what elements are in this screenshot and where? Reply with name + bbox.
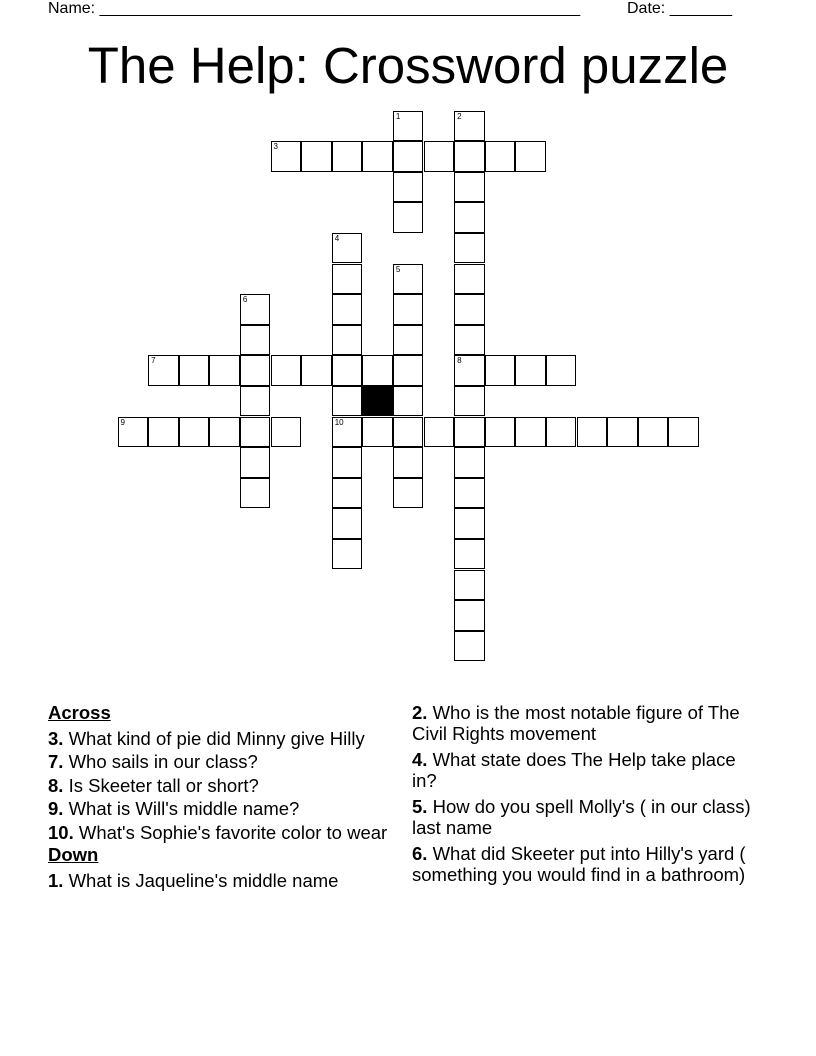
crossword-cell[interactable] — [179, 417, 210, 448]
page-title: The Help: Crossword puzzle — [87, 37, 729, 94]
crossword-cell[interactable] — [607, 417, 638, 448]
crossword-cell[interactable] — [393, 141, 424, 172]
name-field-label: Name: ______________________________________________________ — [48, 0, 581, 17]
clue-number-label: 3 — [273, 142, 278, 152]
crossword-cell[interactable] — [362, 355, 393, 386]
crossword-cell[interactable] — [179, 355, 210, 386]
crossword-cell[interactable] — [240, 417, 271, 448]
crossword-cell[interactable] — [393, 111, 424, 142]
crossword-cell[interactable] — [271, 355, 302, 386]
clue-across-9: 9. What is Will's middle name? — [48, 798, 300, 819]
crossword-cell[interactable] — [546, 355, 577, 386]
crossword-cell[interactable] — [454, 233, 485, 264]
crossword-cell[interactable] — [393, 172, 424, 203]
crossword-cell[interactable] — [332, 539, 363, 570]
clue-number-label: 10 — [334, 417, 344, 427]
clue-number-label: 1 — [395, 111, 401, 121]
clues-right-column — [412, 703, 762, 888]
crossword-cell[interactable] — [515, 141, 546, 172]
crossword-cell[interactable] — [393, 386, 424, 417]
crossword-cell[interactable] — [454, 294, 485, 325]
crossword-cell[interactable] — [454, 417, 485, 448]
crossword-cell[interactable] — [393, 478, 424, 509]
clue-down-1: 1. What is Jaqueline's middle name — [48, 869, 339, 891]
clue-across-10: 10. What's Sophie's favorite color to wear — [48, 821, 388, 843]
crossword-cell[interactable] — [638, 417, 669, 448]
crossword-cell[interactable] — [240, 386, 271, 417]
crossword-cell[interactable] — [332, 447, 363, 478]
crossword-cell[interactable] — [362, 417, 393, 448]
crossword-cell[interactable] — [332, 508, 363, 539]
crossword-cell[interactable] — [332, 264, 363, 295]
crossword-cell[interactable] — [332, 141, 363, 172]
crossword-cell[interactable] — [454, 600, 485, 631]
crossword-cell[interactable] — [454, 570, 485, 601]
crossword-cell[interactable] — [668, 417, 699, 448]
crossword-cell[interactable] — [271, 141, 302, 172]
crossword-cell[interactable] — [454, 141, 485, 172]
crossword-cell[interactable] — [424, 141, 455, 172]
crossword-cell[interactable] — [454, 447, 485, 478]
clue-down-6: 6. What did Skeeter put into Hilly's yard ( something you would find in a bathroom) — [412, 843, 746, 885]
crossword-cell[interactable] — [577, 417, 608, 448]
crossword-cell[interactable] — [393, 325, 424, 356]
crossword-cell[interactable] — [515, 355, 546, 386]
crossword-cell[interactable] — [454, 202, 485, 233]
crossword-cell[interactable] — [332, 417, 363, 448]
crossword-cell[interactable] — [332, 355, 363, 386]
crossword-cell[interactable] — [240, 294, 271, 325]
clue-number-label: 9 — [120, 417, 125, 427]
crossword-cell[interactable] — [393, 355, 424, 386]
clue-across-3: 3. What kind of pie did Minny give Hilly — [48, 727, 365, 749]
down-heading: Down — [48, 844, 99, 865]
crossword-cell[interactable] — [148, 355, 179, 386]
crossword-cell[interactable] — [546, 417, 577, 448]
crossword-cell[interactable] — [148, 417, 179, 448]
date-field-label: Date: _______ — [627, 0, 732, 17]
crossword-cell[interactable] — [362, 141, 393, 172]
crossword-cell[interactable] — [393, 294, 424, 325]
crossword-cell[interactable] — [240, 355, 271, 386]
crossword-cell[interactable] — [454, 172, 485, 203]
crossword-cell[interactable] — [485, 417, 516, 448]
crossword-cell[interactable] — [271, 417, 302, 448]
crossword-cell[interactable] — [515, 417, 546, 448]
crossword-cell[interactable] — [454, 386, 485, 417]
clue-across-8: 8. Is Skeeter tall or short? — [48, 774, 259, 796]
clue-number-label: 6 — [242, 295, 248, 305]
crossword-cell[interactable] — [332, 478, 363, 509]
clue-number-label: 7 — [151, 356, 156, 366]
clue-down-2: 2. Who is the most notable figure of The Civil Rights movement — [412, 702, 740, 744]
crossword-cell[interactable] — [454, 264, 485, 295]
clues-left-column — [48, 703, 393, 894]
crossword-cell[interactable] — [393, 264, 424, 295]
crossword-cell[interactable] — [485, 141, 516, 172]
crossword-cell[interactable] — [424, 417, 455, 448]
crossword-cell[interactable] — [454, 539, 485, 570]
crossword-cell[interactable] — [332, 294, 363, 325]
crossword-cell[interactable] — [240, 325, 271, 356]
crossword-cell[interactable] — [454, 111, 485, 142]
crossword-cell[interactable] — [118, 417, 149, 448]
crossword-cell[interactable] — [332, 386, 363, 417]
crossword-cell[interactable] — [301, 355, 332, 386]
crossword-cell[interactable] — [240, 478, 271, 509]
clue-number-label: 8 — [457, 356, 462, 366]
crossword-cell[interactable] — [485, 355, 516, 386]
crossword-cell[interactable] — [454, 355, 485, 386]
crossword-cell[interactable] — [393, 447, 424, 478]
crossword-cell[interactable] — [454, 325, 485, 356]
clue-number-label: 4 — [334, 233, 340, 243]
crossword-cell[interactable] — [454, 631, 485, 662]
crossword-cell[interactable] — [332, 325, 363, 356]
crossword-cell[interactable] — [301, 141, 332, 172]
crossword-cell[interactable] — [393, 202, 424, 233]
black-square — [362, 386, 393, 417]
crossword-cell[interactable] — [240, 447, 271, 478]
clue-across-7: 7. Who sails in our class? — [48, 751, 258, 772]
crossword-cell[interactable] — [454, 508, 485, 539]
crossword-cell[interactable] — [454, 478, 485, 509]
crossword-cell[interactable] — [209, 355, 240, 386]
clue-down-5: 5. How do you spell Molly's ( in our class) last name — [412, 796, 751, 838]
clue-number-label: 2 — [457, 111, 462, 121]
crossword-cell[interactable] — [393, 417, 424, 448]
across-heading: Across — [48, 702, 111, 723]
crossword-cell[interactable] — [332, 233, 363, 264]
clue-number-label: 5 — [395, 264, 401, 274]
clue-down-4: 4. What state does The Help take place in? — [412, 749, 736, 791]
crossword-cell[interactable] — [209, 417, 240, 448]
